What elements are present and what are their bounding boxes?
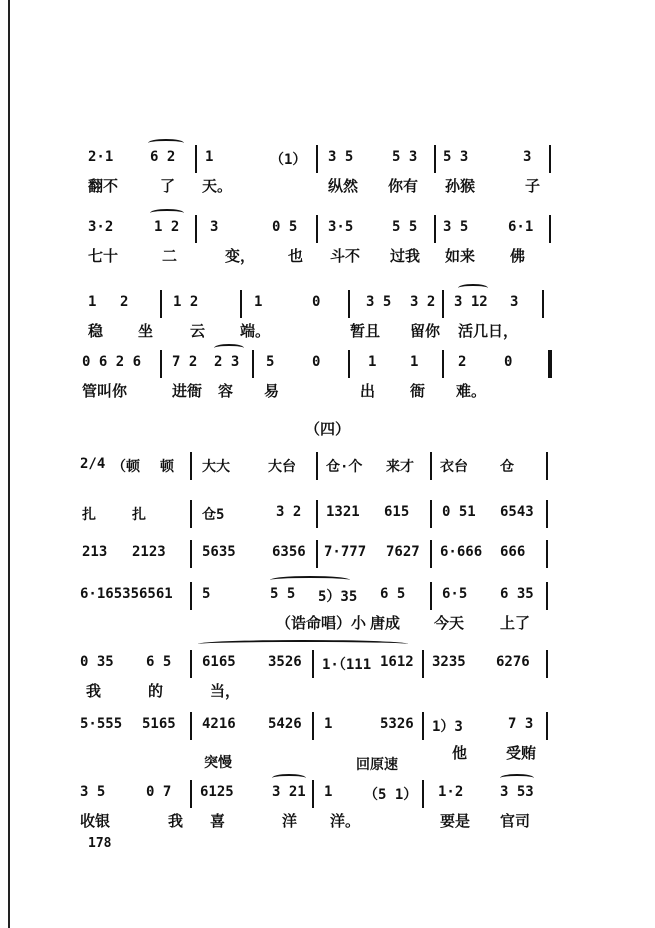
note: 1 <box>410 354 419 370</box>
note: 3 21 <box>272 784 306 800</box>
lyrics-row <box>80 320 560 344</box>
bar-line <box>442 350 444 378</box>
bar-line <box>422 780 424 808</box>
notes-row <box>80 452 560 480</box>
notes-row <box>80 650 560 678</box>
lyrics-row <box>80 380 560 404</box>
note: 1 2 <box>154 219 180 235</box>
lyrics-row <box>80 245 560 269</box>
note: 5 3 <box>392 149 418 165</box>
bar-line <box>546 582 548 610</box>
lyric: 我 <box>86 682 102 700</box>
bar-line <box>422 650 424 678</box>
lyric: 洋 <box>282 812 298 830</box>
bar-line <box>422 712 424 740</box>
note: 衣台 <box>440 459 468 475</box>
lyrics-row <box>80 612 560 636</box>
note: 5 <box>266 354 275 370</box>
note: 1 <box>324 716 333 732</box>
notes-row <box>80 582 560 610</box>
lyric: 受贿 <box>506 744 537 762</box>
lyrics-row <box>80 810 560 834</box>
note: 6 2 <box>150 149 176 165</box>
bar-line <box>316 145 318 173</box>
bar-line <box>190 712 192 740</box>
note: 3·5 <box>328 219 354 235</box>
bar-line <box>430 582 432 610</box>
lyric: 佛 <box>510 247 526 265</box>
lyric: 易 <box>264 382 280 400</box>
lyric: 云 <box>190 322 206 340</box>
note: 5 5 <box>392 219 418 235</box>
bar-line <box>546 650 548 678</box>
note: 3235 <box>432 654 466 670</box>
note: 1·2 <box>438 784 464 800</box>
notes-row <box>80 500 560 528</box>
note: 仓 <box>500 459 514 475</box>
note: 0 <box>312 354 321 370</box>
bar-line <box>316 500 318 528</box>
lyric: 坐 <box>138 322 154 340</box>
note: 1 2 <box>173 294 199 310</box>
note: 4216 <box>202 716 236 732</box>
lyric: 纵然 <box>328 177 359 195</box>
lyric: 你有 <box>388 177 419 195</box>
note: 5165 <box>142 716 176 732</box>
lyric: 要是 <box>440 812 471 830</box>
note: 5635 <box>202 544 236 560</box>
note: 扎 <box>132 507 146 523</box>
bar-line <box>240 290 242 318</box>
note: 仓·个 <box>326 459 363 475</box>
lyric: 今天 <box>434 614 465 632</box>
lyric: 难。 <box>456 382 487 400</box>
note: 3·2 <box>88 219 114 235</box>
bar-line <box>546 712 548 740</box>
note: 2 <box>120 294 129 310</box>
lyric: 容 <box>218 382 234 400</box>
note: 顿 <box>160 459 174 475</box>
lyric: 喜 <box>210 812 226 830</box>
note: 2 <box>458 354 467 370</box>
note: 3 5 <box>328 149 354 165</box>
notes-row <box>80 145 560 173</box>
bar-line <box>190 650 192 678</box>
bar-line <box>316 540 318 568</box>
note: 2·1 <box>88 149 114 165</box>
bar-line <box>430 500 432 528</box>
tempo-mark-slow: 突慢 <box>204 755 232 771</box>
lyrics-row <box>80 742 560 766</box>
lyric: 了 <box>160 177 176 195</box>
note: 5 3 <box>443 149 469 165</box>
lyric: 当， <box>210 682 241 700</box>
note: 0 35 <box>80 654 114 670</box>
note: 1 <box>205 149 214 165</box>
bar-line <box>190 780 192 808</box>
bar-line <box>430 540 432 568</box>
note: 1 <box>254 294 263 310</box>
lyric: 二 <box>162 247 178 265</box>
note: 1612 <box>380 654 414 670</box>
lyric: 衙 <box>410 382 426 400</box>
bar-line <box>348 350 350 378</box>
note: 7627 <box>386 544 420 560</box>
note: 3 5 <box>366 294 392 310</box>
note: 3 <box>210 219 219 235</box>
slur-mark <box>270 576 350 584</box>
note: 5426 <box>268 716 302 732</box>
note: 3 2 <box>410 294 436 310</box>
notes-row <box>80 215 560 243</box>
notes-row <box>80 540 560 568</box>
lyric: 翻不 <box>88 177 119 195</box>
bar-line <box>190 582 192 610</box>
bar-line <box>160 290 162 318</box>
note: 1 <box>88 294 97 310</box>
note: 3 5 <box>443 219 469 235</box>
slur-mark <box>500 774 534 782</box>
note: 6 35 <box>500 586 534 602</box>
note: 3526 <box>268 654 302 670</box>
slur-mark <box>458 284 488 292</box>
bar-line <box>190 452 192 480</box>
bar-line <box>348 290 350 318</box>
note: 2 3 <box>214 354 240 370</box>
note: 6 5 <box>380 586 406 602</box>
lyric: 上了 <box>500 614 531 632</box>
bar-line <box>546 540 548 568</box>
note: 6·666 <box>440 544 483 560</box>
note: 5 <box>202 586 211 602</box>
lyric: 他 <box>452 744 468 762</box>
note: 2123 <box>132 544 166 560</box>
lyric: 天。 <box>202 177 233 195</box>
bar-line <box>160 350 162 378</box>
note: 3 2 <box>276 504 302 520</box>
lyric: 我 <box>168 812 184 830</box>
lyric: 进衙 <box>172 382 203 400</box>
bar-line <box>542 290 544 318</box>
time-signature: 2/4 <box>80 456 106 472</box>
lyric: 活几日， <box>458 322 519 340</box>
note: 5 5 <box>270 586 296 602</box>
lyrics-row <box>80 680 560 704</box>
note: 1）3 <box>432 719 463 735</box>
slur-mark <box>198 640 408 648</box>
note: 1·（111 <box>322 657 372 673</box>
notes-row <box>80 712 560 740</box>
note: 3 5 <box>80 784 106 800</box>
note: 7 2 <box>172 354 198 370</box>
note: （1） <box>270 152 307 168</box>
lyric: 洋。 <box>330 812 361 830</box>
note: 6165 <box>202 654 236 670</box>
slur-mark <box>272 774 306 782</box>
bar-line <box>190 540 192 568</box>
bar-line <box>195 215 197 243</box>
note: 6125 <box>200 784 234 800</box>
note: 3 <box>510 294 519 310</box>
lyric: 七十 <box>88 247 119 265</box>
note: 7 3 <box>508 716 534 732</box>
section-heading: （四） <box>305 420 351 438</box>
bar-line <box>442 290 444 318</box>
bar-line <box>312 712 314 740</box>
note: 3 53 <box>500 784 534 800</box>
note: 1 <box>368 354 377 370</box>
bar-line <box>434 145 436 173</box>
note: 6·165356561 <box>80 586 173 602</box>
lyric: 过我 <box>390 247 421 265</box>
note: 大大 <box>202 459 230 475</box>
page-number: 178 <box>88 836 112 851</box>
note: 0 7 <box>146 784 172 800</box>
tempo-mark-original: 回原速 <box>356 757 398 773</box>
lyric: 留你 <box>410 322 441 340</box>
note: 0 5 <box>272 219 298 235</box>
lyric: 暂且 <box>350 322 381 340</box>
notes-row <box>80 290 560 318</box>
final-bar-line <box>548 350 552 378</box>
note: 1 <box>324 784 333 800</box>
lyric: 的 <box>148 682 164 700</box>
note: 5·555 <box>80 716 123 732</box>
note: 扎 <box>82 507 96 523</box>
note: （顿 <box>112 459 140 475</box>
lyric: 出 <box>360 382 376 400</box>
bar-line <box>252 350 254 378</box>
lyric: 变， <box>225 247 256 265</box>
bar-line <box>546 452 548 480</box>
notes-row <box>80 780 560 808</box>
lyric: 官司 <box>500 812 531 830</box>
note: 0 <box>312 294 321 310</box>
bar-line <box>316 215 318 243</box>
bar-line <box>549 215 551 243</box>
slur-mark <box>214 344 244 352</box>
lyric: 端。 <box>240 322 271 340</box>
lyric: 唐成 <box>370 614 401 632</box>
lyric: （诰命唱）小 <box>276 614 367 632</box>
page-spine <box>8 0 10 928</box>
lyric: 子 <box>525 177 541 195</box>
slur-mark <box>150 209 184 217</box>
note: 213 <box>82 544 108 560</box>
bar-line <box>434 215 436 243</box>
bar-line <box>546 500 548 528</box>
note: 1321 <box>326 504 360 520</box>
note: 3 12 <box>454 294 488 310</box>
lyric: 收银 <box>80 812 111 830</box>
bar-line <box>195 145 197 173</box>
lyric: 也 <box>288 247 304 265</box>
note: 5326 <box>380 716 414 732</box>
note: 6276 <box>496 654 530 670</box>
bar-line <box>190 500 192 528</box>
note: 6356 <box>272 544 306 560</box>
bar-line <box>312 650 314 678</box>
notes-row <box>80 350 560 378</box>
note: 大台 <box>268 459 296 475</box>
note: 来才 <box>386 459 414 475</box>
lyric: 稳 <box>88 322 104 340</box>
note: （5 1） <box>364 787 418 803</box>
lyric: 斗不 <box>330 247 361 265</box>
note: 6543 <box>500 504 534 520</box>
note: 666 <box>500 544 526 560</box>
note: 仓5 <box>202 507 225 523</box>
bar-line <box>549 145 551 173</box>
note: 3 <box>523 149 532 165</box>
slur-mark <box>148 139 184 147</box>
note: 5）35 <box>318 589 358 605</box>
note: 0 6 2 6 <box>82 354 142 370</box>
bar-line <box>430 452 432 480</box>
lyric: 孙猴 <box>445 177 476 195</box>
lyrics-row <box>80 175 560 199</box>
note: 0 <box>504 354 513 370</box>
note: 0 51 <box>442 504 476 520</box>
note: 6·1 <box>508 219 534 235</box>
lyric: 管叫你 <box>82 382 128 400</box>
note: 615 <box>384 504 410 520</box>
lyric: 如来 <box>445 247 476 265</box>
bar-line <box>316 452 318 480</box>
bar-line <box>312 780 314 808</box>
note: 6 5 <box>146 654 172 670</box>
note: 7·777 <box>324 544 367 560</box>
note: 6·5 <box>442 586 468 602</box>
